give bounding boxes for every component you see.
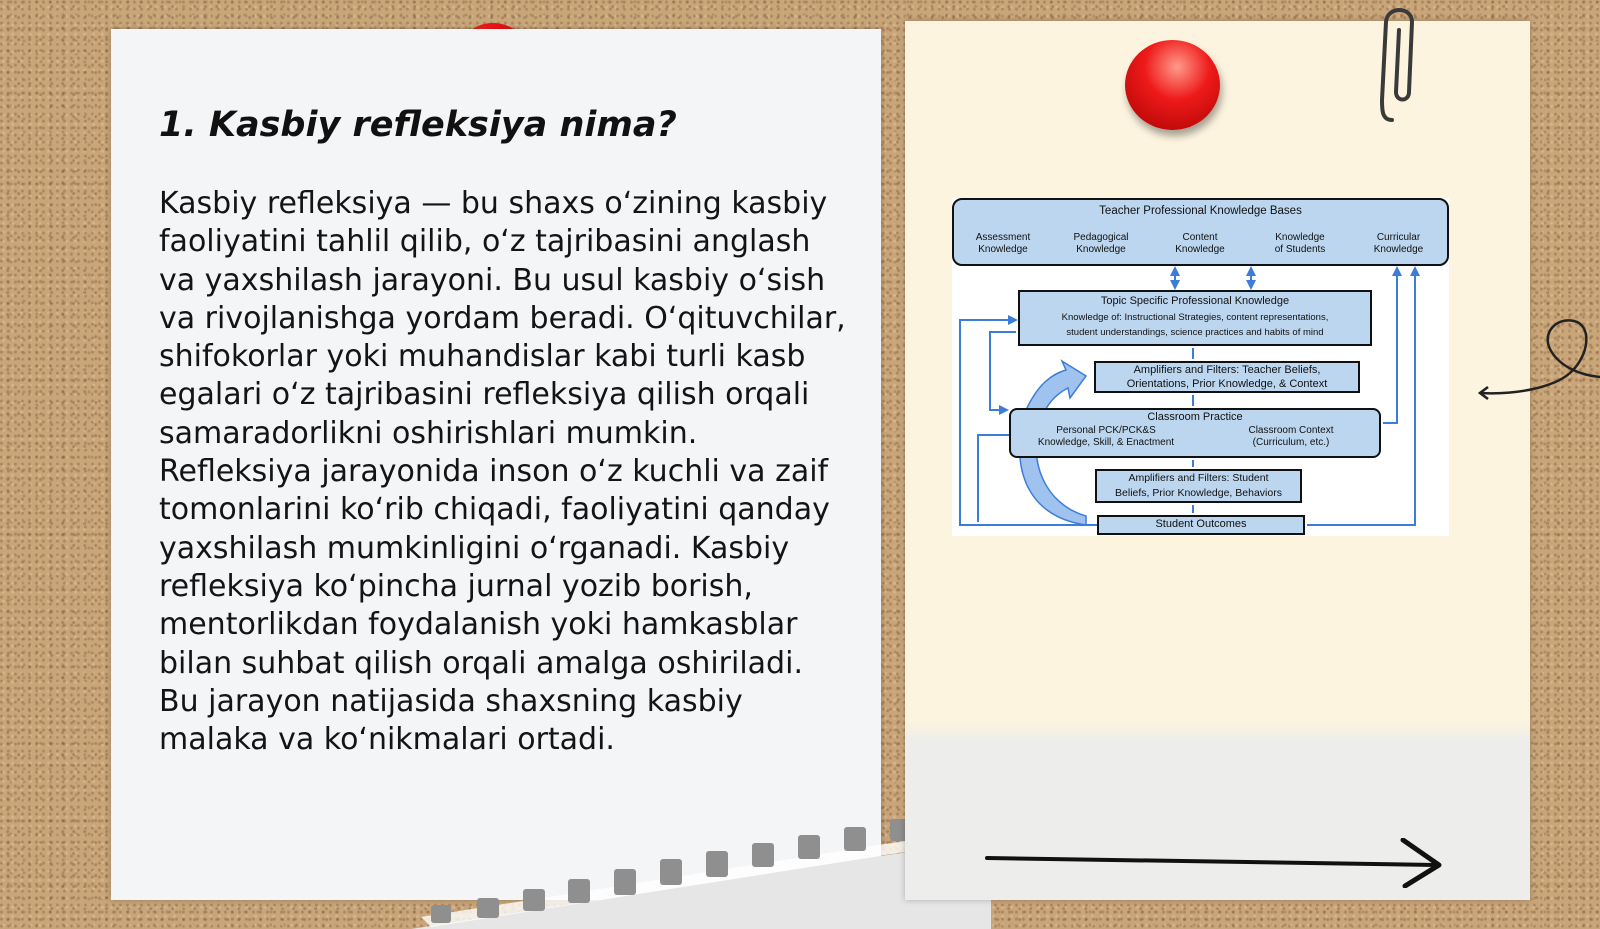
classroom-right-line: (Curriculum, etc.) [1252,437,1330,448]
page-title: 1. Kasbiy refleksiya nima? [159,105,677,145]
body-paragraph: Kasbiy refleksiya — bu shaxs oʻzining kasbiy faoliyatini tahlil qilib, oʻz tajribasini anglash va yaxshilash jarayoni. Bu usul kasbiy oʻsish va rivojlanishga yordam beradi. Oʻqituvchilar, shifokorlar yoki muhandislar kabi turli kasb egalari oʻz tajribasini refleksiya qilish orqali samaradorlikni oshirishlari mumkin. Refleksiya jarayonida inson oʻz kuchli va zaif tomonlarini koʻrib chiqadi, faoliyatini qanday yaxshilash mumkinligini oʻrganadi. Kasbiy refleksiya koʻpincha jurnal yozib borish, mentorlikdan foydalanish yoki hamkasblar bilan suhbat qilish orqali amalga oshiriladi. Bu jarayon natijasida shaxsning kasbiy malaka va koʻnikmalari ortadi. [159,186,846,758]
topic-line-1: Knowledge of: Instructional Strategies, content representations, [1061,312,1329,323]
classroom-practice-box [1009,408,1381,458]
base-curricular [1350,232,1447,256]
knowledge-bases-title: Teacher Professional Knowledge Bases [1099,205,1302,217]
teacher-filters-line-1: Amplifiers and Filters: Teacher Beliefs, [1133,364,1321,376]
student-filters-box [1095,469,1302,503]
base-label: Content [1182,232,1218,243]
classroom-left-line: Personal PCK/PCK&S [1056,425,1156,436]
teacher-filters-line-2: Orientations, Prior Knowledge, & Context [1126,378,1328,390]
base-label: Knowledge [978,244,1028,255]
base-pedagogical [1052,232,1150,256]
base-assessment [954,232,1052,256]
base-label: Assessment [975,232,1031,243]
student-filters-line-1: Amplifiers and Filters: Student [1128,472,1269,484]
base-label: Knowledge [1373,244,1424,255]
topic-knowledge-box [1018,290,1372,346]
base-label: Knowledge [1175,244,1225,255]
paperclip-icon [1378,0,1422,125]
base-content [1150,232,1250,256]
right-arrow-icon [985,838,1445,888]
classroom-title: Classroom Practice [1147,411,1243,423]
student-outcomes-box [1097,515,1305,535]
student-outcomes-label: Student Outcomes [1155,518,1247,530]
classroom-left-line: Knowledge, Skill, & Enactment [1037,437,1175,448]
red-pushpin-icon [1125,40,1220,130]
torn-paper-edge-icon [411,799,991,929]
base-students [1250,232,1350,256]
classroom-right-line: Classroom Context [1248,425,1334,436]
classroom-left [1021,425,1191,449]
base-label: Knowledge [1076,244,1126,255]
knowledge-model-diagram [952,198,1449,536]
knowledge-bases-box [952,198,1449,266]
scribble-arrow-icon [1478,315,1600,405]
base-label: of Students [1274,244,1326,255]
student-filters-line-2: Beliefs, Prior Knowledge, Behaviors [1115,487,1282,499]
base-label: Curricular [1376,232,1421,243]
teacher-filters-box [1094,361,1360,393]
classroom-right [1211,425,1371,449]
topic-title: Topic Specific Professional Knowledge [1100,295,1290,307]
base-label: Knowledge [1275,232,1325,243]
note-paper-left [111,29,881,900]
topic-line-2: student understandings, science practices and habits of mind [1066,327,1324,338]
base-label: Pedagogical [1073,232,1129,243]
